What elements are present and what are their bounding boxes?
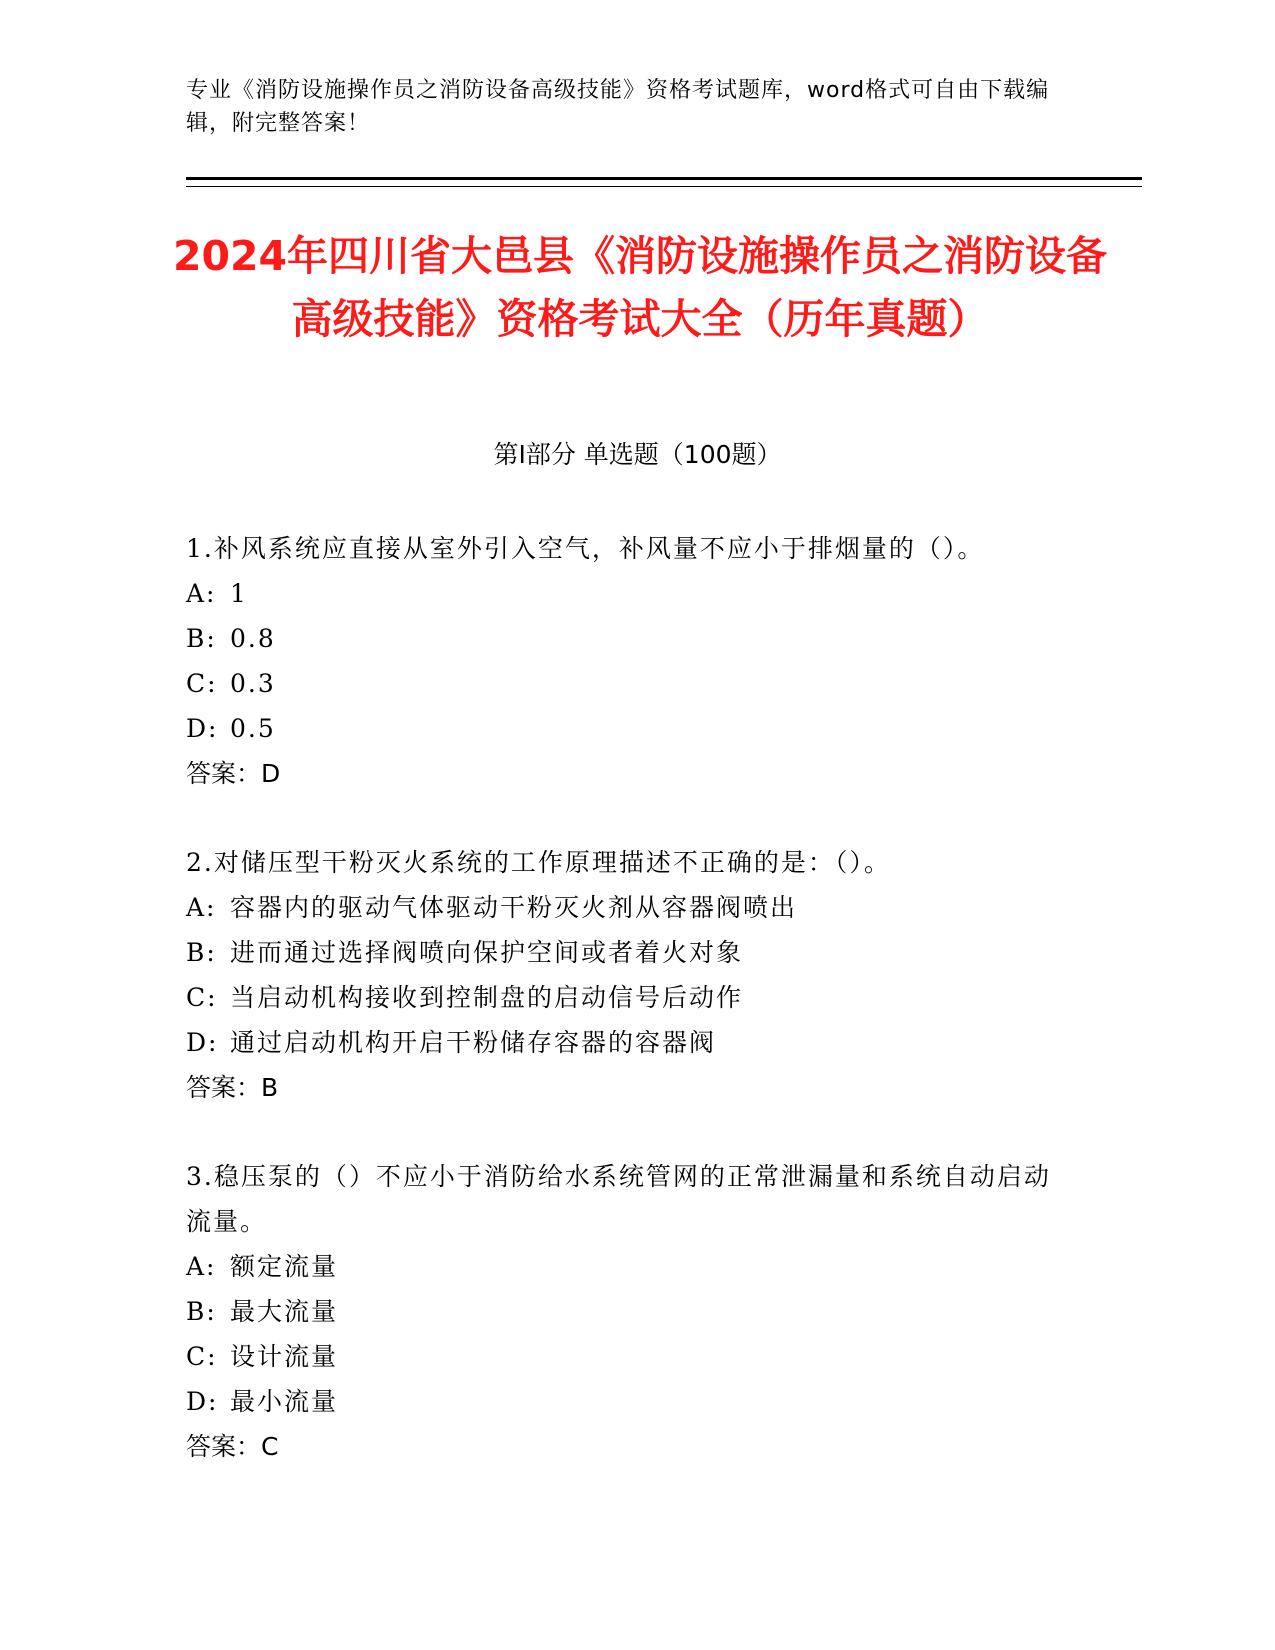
option-key: B: <box>186 938 217 967</box>
header-note: 专业《消防设施操作员之消防设备高级技能》资格考试题库，word格式可自由下载编辑，附完整答案！ <box>186 78 1050 136</box>
header-divider-thick <box>186 177 1142 180</box>
option-text: 1 <box>230 579 248 608</box>
option-c <box>186 975 1056 1020</box>
option-text: 设计流量 <box>230 1342 339 1371</box>
option-text: 容器内的驱动气体驱动干粉灭火剂从容器阀喷出 <box>230 893 798 922</box>
option-d <box>186 1020 1056 1065</box>
option-b <box>186 930 1056 975</box>
section-title: 第I部分 单选题（100题） <box>493 440 782 469</box>
option-key: A: <box>186 893 217 922</box>
option-key: C: <box>186 983 218 1012</box>
option-key: A: <box>186 579 217 608</box>
question-2 <box>186 840 1056 1110</box>
question-3 <box>186 1154 1056 1469</box>
question-1 <box>186 526 1056 796</box>
option-key: A: <box>186 1252 217 1281</box>
option-text: 最大流量 <box>230 1297 339 1326</box>
option-b <box>186 1289 1056 1334</box>
option-key: B: <box>186 1297 217 1326</box>
question-list <box>186 526 1056 1513</box>
option-text: 当启动机构接收到控制盘的启动信号后动作 <box>230 983 744 1012</box>
option-key: D: <box>186 1387 219 1416</box>
question-stem: 2.对储压型干粉灭火系统的工作原理描述不正确的是：（）。 <box>186 848 891 877</box>
option-b <box>186 616 1056 661</box>
option-key: C: <box>186 669 218 698</box>
option-text: 通过启动机构开启干粉储存容器的容器阀 <box>230 1028 717 1057</box>
answer-line: 答案：D <box>186 759 281 788</box>
question-stem: 3.稳压泵的（）不应小于消防给水系统管网的正常泄漏量和系统自动启动流量。 <box>186 1162 1051 1236</box>
option-text: 0.8 <box>230 624 276 653</box>
option-a <box>186 571 1056 616</box>
option-key: B: <box>186 624 217 653</box>
option-text: 进而通过选择阀喷向保护空间或者着火对象 <box>230 938 744 967</box>
option-d <box>186 706 1056 751</box>
option-c <box>186 1334 1056 1379</box>
question-stem: 1.补风系统应直接从室外引入空气，补风量不应小于排烟量的（）。 <box>186 534 985 563</box>
option-text: 0.5 <box>230 714 276 743</box>
option-text: 最小流量 <box>230 1387 339 1416</box>
option-d <box>186 1379 1056 1424</box>
option-c <box>186 661 1056 706</box>
option-text: 0.3 <box>230 669 276 698</box>
option-key: D: <box>186 714 219 743</box>
answer-line: 答案：C <box>186 1432 279 1461</box>
answer-line: 答案：B <box>186 1073 279 1102</box>
option-a <box>186 885 1056 930</box>
header-divider-thin <box>186 186 1142 187</box>
option-key: D: <box>186 1028 219 1057</box>
option-a <box>186 1244 1056 1289</box>
option-text: 额定流量 <box>230 1252 339 1281</box>
document-title: 2024年四川省大邑县《消防设施操作员之消防设备高级技能》资格考试大全（历年真题） <box>172 232 1108 343</box>
option-key: C: <box>186 1342 218 1371</box>
